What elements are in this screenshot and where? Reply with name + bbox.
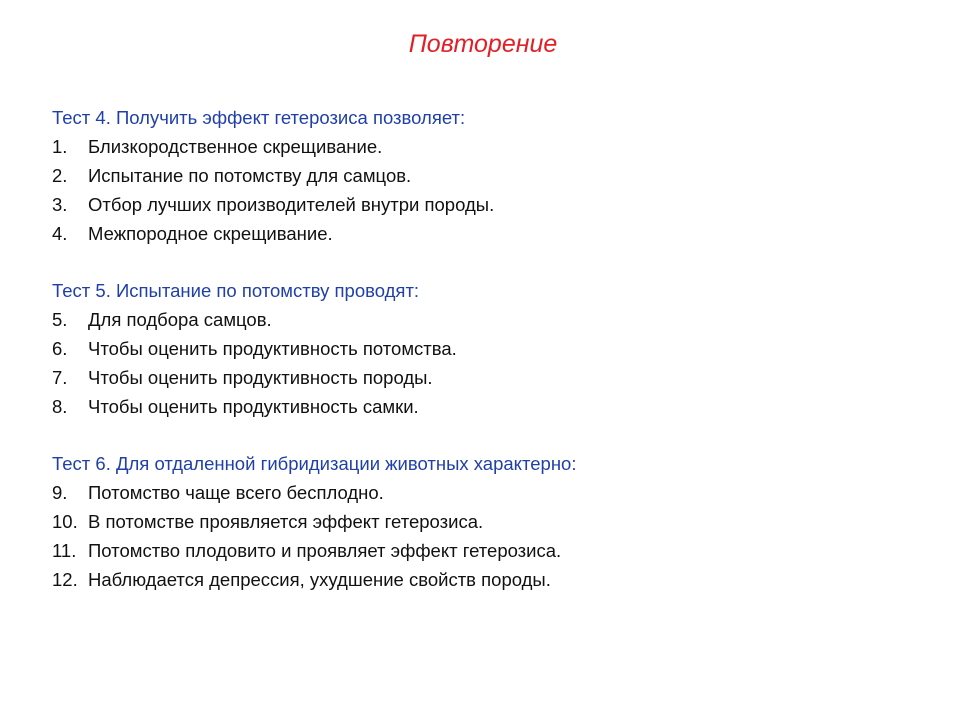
option-text: Близкородственное скрещивание. <box>88 136 383 157</box>
option-number: 7. <box>52 367 68 388</box>
test-4-block <box>52 103 932 248</box>
option-number: 1. <box>52 136 68 157</box>
option-number: 4. <box>52 223 68 244</box>
option-number: 10. <box>52 511 78 532</box>
test-4-heading: Тест 4. Получить эффект гетерозиса позволяет: <box>52 107 466 128</box>
list-item <box>52 334 932 363</box>
list-item <box>52 507 932 536</box>
option-text: Чтобы оценить продуктивность потомства. <box>88 338 457 359</box>
slide-title: Повторение <box>408 30 558 58</box>
option-number: 2. <box>52 165 68 186</box>
option-text: Наблюдается депрессия, ухудшение свойств породы. <box>88 569 551 590</box>
list-item <box>52 132 932 161</box>
option-text: Отбор лучших производителей внутри породы. <box>88 194 495 215</box>
option-text: Чтобы оценить продуктивность самки. <box>88 396 419 417</box>
test-6-block <box>52 449 932 594</box>
option-text: Потомство чаще всего бесплодно. <box>88 482 384 503</box>
list-item <box>52 161 932 190</box>
list-item <box>52 536 932 565</box>
list-item <box>52 392 932 421</box>
option-number: 5. <box>52 309 68 330</box>
list-item <box>52 305 932 334</box>
option-text: Чтобы оценить продуктивность породы. <box>88 367 433 388</box>
list-item <box>52 478 932 507</box>
list-item <box>52 363 932 392</box>
test-6-heading: Тест 6. Для отдаленной гибридизации животных характерно: <box>52 453 577 474</box>
option-text: Для подбора самцов. <box>88 309 272 330</box>
option-number: 3. <box>52 194 68 215</box>
option-number: 9. <box>52 482 68 503</box>
option-text: Испытание по потомству для самцов. <box>88 165 412 186</box>
test-5-heading: Тест 5. Испытание по потомству проводят: <box>52 280 420 301</box>
option-text: Потомство плодовито и проявляет эффект гетерозиса. <box>88 540 562 561</box>
option-number: 12. <box>52 569 78 590</box>
option-text: В потомстве проявляется эффект гетерозиса. <box>88 511 484 532</box>
list-item <box>52 190 932 219</box>
slide-content <box>52 103 932 622</box>
option-number: 8. <box>52 396 68 417</box>
option-number: 11. <box>52 540 77 561</box>
test-5-block <box>52 276 932 421</box>
list-item <box>52 219 932 248</box>
list-item <box>52 565 932 594</box>
option-number: 6. <box>52 338 68 359</box>
option-text: Межпородное скрещивание. <box>88 223 333 244</box>
